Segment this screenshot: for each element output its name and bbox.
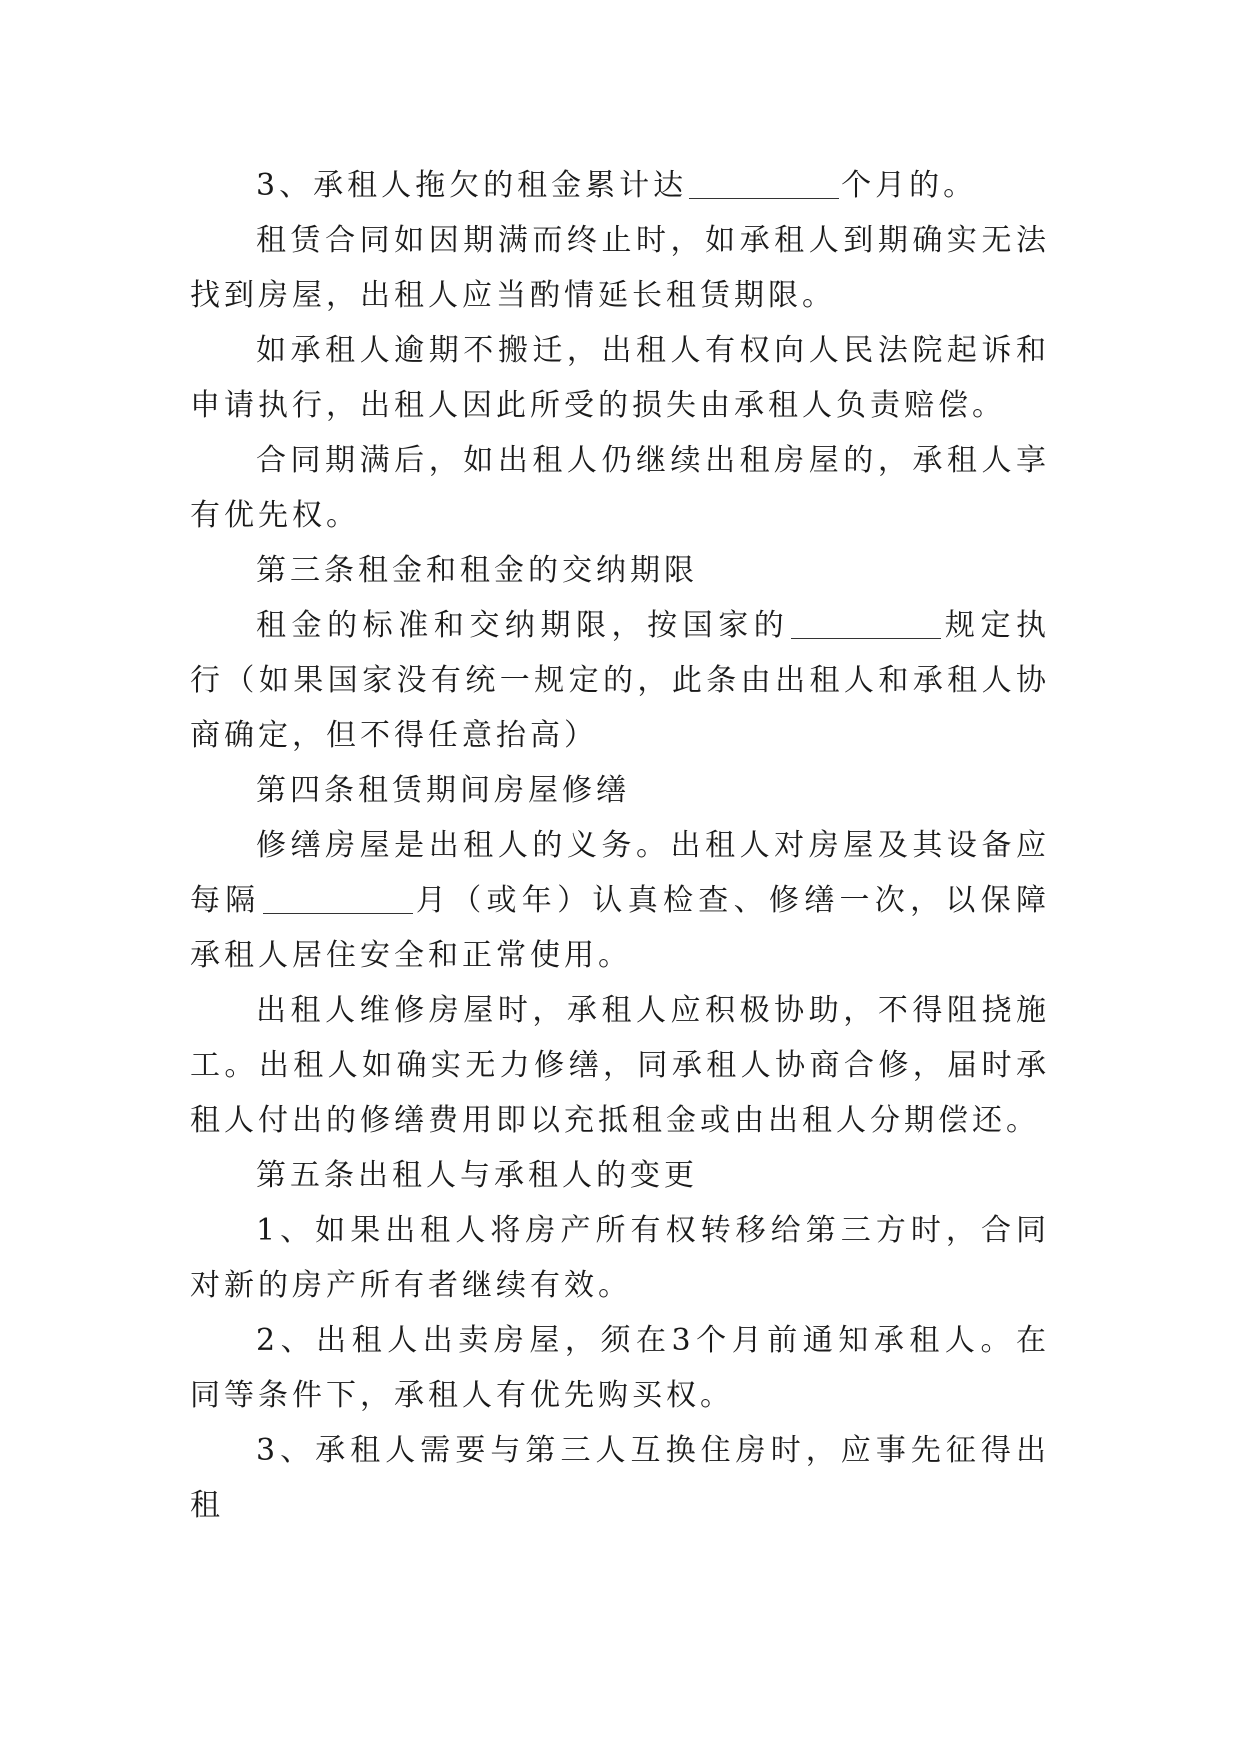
paragraph-text: 修缮房屋是出租人的义务。出租人对房屋及其设备应每隔	[190, 828, 1050, 918]
paragraph-sale-notice	[190, 1313, 1050, 1423]
paragraph-overdue-move	[190, 323, 1050, 433]
paragraph-rent-standard	[190, 598, 1050, 763]
paragraph-housing-exchange	[190, 1423, 1050, 1533]
paragraph-text: 1、如果出租人将房产所有权转移给第三方时，合同对新的房产所有者继续有效。	[190, 1213, 1050, 1303]
paragraph-ownership-transfer	[190, 1203, 1050, 1313]
heading-text: 第五条出租人与承租人的变更	[256, 1158, 698, 1193]
paragraph-text: 3、承租人需要与第三人互换住房时，应事先征得出租	[190, 1433, 1050, 1523]
heading-text: 第三条租金和租金的交纳期限	[256, 553, 698, 588]
paragraph-repair-cooperation	[190, 983, 1050, 1148]
document-body	[190, 158, 1050, 1533]
paragraph-priority-right	[190, 433, 1050, 543]
paragraph-text: 如承租人逾期不搬迁，出租人有权向人民法院起诉和申请执行，出租人因此所受的损失由承租人负责赔偿。	[190, 333, 1050, 423]
paragraph-text: 个月的。	[841, 168, 978, 203]
paragraph-text: 出租人维修房屋时，承租人应积极协助，不得阻挠施工。出租人如确实无力修缮，同承租人协商合修，届时承租人付出的修缮费用即以充抵租金或由出租人分期偿还。	[190, 993, 1050, 1138]
fill-in-blank	[791, 608, 941, 639]
section-heading-article-5	[190, 1148, 1050, 1203]
paragraph-text: 租赁合同如因期满而终止时，如承租人到期确实无法找到房屋，出租人应当酌情延长租赁期限。	[190, 223, 1050, 313]
paragraph-text: 规定执行（如果国家没有统一规定的，此条由出租人和承租人协商确定，但不得任意抬高）	[190, 608, 1051, 753]
paragraph-text: 合同期满后，如出租人仍继续出租房屋的，承租人享有优先权。	[190, 443, 1050, 533]
paragraph-lease-expiry	[190, 213, 1050, 323]
paragraph-text: 租金的标准和交纳期限，按国家的	[256, 608, 790, 643]
heading-text: 第四条租赁期间房屋修缮	[256, 773, 630, 808]
section-heading-article-4	[190, 763, 1050, 818]
paragraph-text: 月（或年）认真检查、修缮一次，以保障承租人居住安全和正常使用。	[190, 883, 1051, 973]
paragraph-text: 3、承租人拖欠的租金累计达	[256, 168, 688, 203]
paragraph-arrears-clause	[190, 158, 1050, 213]
fill-in-blank	[689, 168, 839, 199]
section-heading-article-3	[190, 543, 1050, 598]
fill-in-blank	[263, 883, 413, 914]
paragraph-repair-duty	[190, 818, 1050, 983]
paragraph-text: 2、出租人出卖房屋，须在3个月前通知承租人。在同等条件下，承租人有优先购买权。	[190, 1323, 1050, 1413]
